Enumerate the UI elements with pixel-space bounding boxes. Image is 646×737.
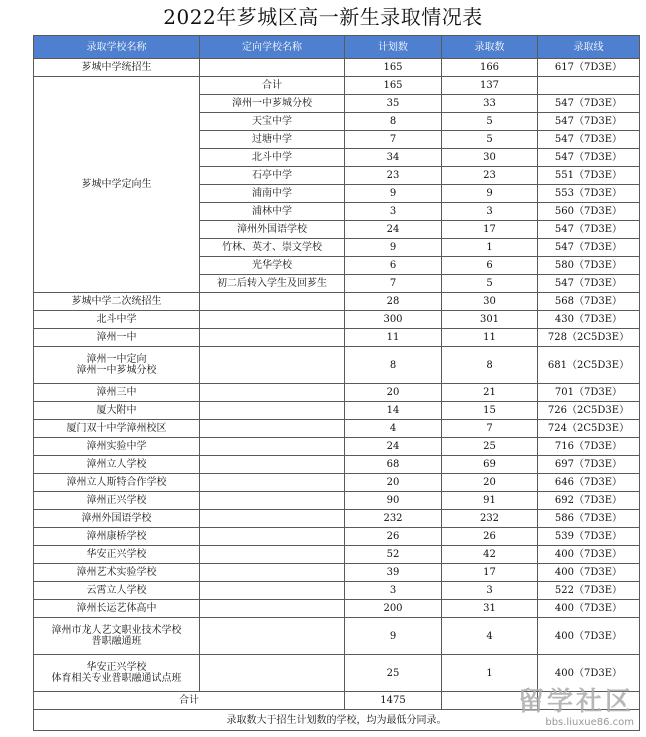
cell-cutoff: 547（7D3E） bbox=[538, 131, 640, 149]
table-row bbox=[34, 474, 640, 492]
cell-school: 漳州正兴学校 bbox=[34, 492, 200, 510]
cell-cutoff: 681（2C5D3E） bbox=[538, 347, 640, 384]
cell-target: 竹林、英才、崇文学校 bbox=[200, 239, 345, 257]
cell-plan: 300 bbox=[345, 311, 442, 329]
table-header-row bbox=[34, 36, 640, 59]
cell-admitted: 69 bbox=[442, 456, 538, 474]
cell-cutoff: 551（7D3E） bbox=[538, 167, 640, 185]
table-row bbox=[34, 402, 640, 420]
cell-target bbox=[200, 655, 345, 692]
cell-target: 石亭中学 bbox=[200, 167, 345, 185]
table-row bbox=[34, 564, 640, 582]
cell-target bbox=[200, 59, 345, 77]
watermark-logo: 留学社区 bbox=[517, 687, 634, 717]
cell-target: 天宝中学 bbox=[200, 113, 345, 131]
cell-cutoff bbox=[538, 77, 640, 95]
cell-target bbox=[200, 420, 345, 438]
cell-admitted: 30 bbox=[442, 149, 538, 167]
table-row bbox=[34, 77, 640, 95]
cell-target: 合计 bbox=[200, 77, 345, 95]
cell-target bbox=[200, 329, 345, 347]
cell-school: 芗城中学统招生 bbox=[34, 59, 200, 77]
table-row bbox=[34, 618, 640, 655]
cell-cutoff: 580（7D3E） bbox=[538, 257, 640, 275]
cell-plan: 24 bbox=[345, 221, 442, 239]
cell-plan: 6 bbox=[345, 257, 442, 275]
cell-target bbox=[200, 384, 345, 402]
cell-plan: 11 bbox=[345, 329, 442, 347]
cell-plan: 9 bbox=[345, 618, 442, 655]
cell-admitted: 15 bbox=[442, 402, 538, 420]
cell-target bbox=[200, 564, 345, 582]
cell-admitted: 17 bbox=[442, 221, 538, 239]
cell-cutoff: 400（7D3E） bbox=[538, 564, 640, 582]
cell-target bbox=[200, 492, 345, 510]
cell-target: 漳州一中芗城分校 bbox=[200, 95, 345, 113]
footer-note: 录取数大于招生计划数的学校，均为最低分同录。 bbox=[34, 710, 640, 731]
cell-plan: 165 bbox=[345, 77, 442, 95]
cell-target bbox=[200, 582, 345, 600]
cell-target: 光华学校 bbox=[200, 257, 345, 275]
cell-target bbox=[200, 438, 345, 456]
cell-cutoff: 430（7D3E） bbox=[538, 311, 640, 329]
cell-school: 芗城中学定向生 bbox=[34, 77, 200, 293]
cell-cutoff: 724（2C5D3E） bbox=[538, 420, 640, 438]
cell-cutoff: 568（7D3E） bbox=[538, 293, 640, 311]
cell-school: 合计 bbox=[34, 692, 345, 710]
cell-plan: 3 bbox=[345, 582, 442, 600]
cell-school bbox=[34, 347, 200, 384]
cell-admitted: 26 bbox=[442, 528, 538, 546]
table-row bbox=[34, 293, 640, 311]
page-title: 2022年芗城区高一新生录取情况表 bbox=[163, 5, 483, 29]
table-row bbox=[34, 384, 640, 402]
cell-cutoff: 522（7D3E） bbox=[538, 582, 640, 600]
cell-plan: 20 bbox=[345, 384, 442, 402]
table-row bbox=[34, 438, 640, 456]
header-cutoff: 录取线 bbox=[538, 36, 640, 59]
cell-cutoff: 726（2C5D3E） bbox=[538, 402, 640, 420]
table-row bbox=[34, 655, 640, 692]
cell-cutoff: 586（7D3E） bbox=[538, 510, 640, 528]
cell-plan: 4 bbox=[345, 420, 442, 438]
cell-admitted: 21 bbox=[442, 384, 538, 402]
cell-school: 漳州实验中学 bbox=[34, 438, 200, 456]
cell-plan: 7 bbox=[345, 275, 442, 293]
cell-target bbox=[200, 528, 345, 546]
header-target: 定向学校名称 bbox=[200, 36, 345, 59]
cell-target bbox=[200, 600, 345, 618]
table-row bbox=[34, 492, 640, 510]
cell-target bbox=[200, 474, 345, 492]
cell-cutoff: 617（7D3E） bbox=[538, 59, 640, 77]
cell-admitted: 25 bbox=[442, 438, 538, 456]
cell-admitted: 1 bbox=[442, 655, 538, 692]
cell-admitted: 17 bbox=[442, 564, 538, 582]
cell-school: 厦大附中 bbox=[34, 402, 200, 420]
cell-school: 漳州长运艺体高中 bbox=[34, 600, 200, 618]
cell-plan: 9 bbox=[345, 239, 442, 257]
cell-admitted: 5 bbox=[442, 131, 538, 149]
cell-target: 过塘中学 bbox=[200, 131, 345, 149]
cell-cutoff: 400（7D3E） bbox=[538, 546, 640, 564]
cell-cutoff: 701（7D3E） bbox=[538, 384, 640, 402]
cell-school: 漳州外国语学校 bbox=[34, 510, 200, 528]
table-row bbox=[34, 311, 640, 329]
cell-target: 浦林中学 bbox=[200, 203, 345, 221]
cell-target: 浦南中学 bbox=[200, 185, 345, 203]
cell-admitted: 6 bbox=[442, 257, 538, 275]
watermark bbox=[518, 687, 634, 729]
cell-cutoff: 400（7D3E） bbox=[538, 600, 640, 618]
table-row bbox=[34, 329, 640, 347]
cell-target: 初二后转入学生及回芗生 bbox=[200, 275, 345, 293]
cell-cutoff: 547（7D3E） bbox=[538, 239, 640, 257]
cell-plan: 7 bbox=[345, 131, 442, 149]
cell-cutoff: 553（7D3E） bbox=[538, 185, 640, 203]
cell-admitted: 23 bbox=[442, 167, 538, 185]
cell-admitted: 3 bbox=[442, 582, 538, 600]
cell-school-line2: 漳州一中芗城分校 bbox=[76, 365, 157, 376]
cell-target: 漳州外国语学校 bbox=[200, 221, 345, 239]
cell-school: 漳州一中 bbox=[34, 329, 200, 347]
cell-admitted: 5 bbox=[442, 275, 538, 293]
cell-plan: 52 bbox=[345, 546, 442, 564]
cell-school-line1: 华安正兴学校 bbox=[86, 662, 147, 673]
cell-admitted: 91 bbox=[442, 492, 538, 510]
cell-admitted: 30 bbox=[442, 293, 538, 311]
cell-school: 漳州康桥学校 bbox=[34, 528, 200, 546]
cell-cutoff: 547（7D3E） bbox=[538, 275, 640, 293]
cell-admitted: 4 bbox=[442, 618, 538, 655]
cell-target: 北斗中学 bbox=[200, 149, 345, 167]
cell-cutoff: 697（7D3E） bbox=[538, 456, 640, 474]
cell-plan: 9 bbox=[345, 185, 442, 203]
cell-admitted: 301 bbox=[442, 311, 538, 329]
header-admitted: 录取数 bbox=[442, 36, 538, 59]
cell-school: 芗城中学二次统招生 bbox=[34, 293, 200, 311]
cell-school: 漳州三中 bbox=[34, 384, 200, 402]
table-row bbox=[34, 456, 640, 474]
cell-cutoff: 728（2C5D3E） bbox=[538, 329, 640, 347]
cell-school bbox=[34, 618, 200, 655]
header-school: 录取学校名称 bbox=[34, 36, 200, 59]
cell-plan: 165 bbox=[345, 59, 442, 77]
cell-plan: 24 bbox=[345, 438, 442, 456]
table-row bbox=[34, 347, 640, 384]
cell-cutoff: 400（7D3E） bbox=[538, 655, 640, 692]
cell-cutoff: 539（7D3E） bbox=[538, 528, 640, 546]
cell-admitted: 42 bbox=[442, 546, 538, 564]
cell-admitted: 31 bbox=[442, 600, 538, 618]
cell-plan: 26 bbox=[345, 528, 442, 546]
table-row bbox=[34, 546, 640, 564]
cell-school: 北斗中学 bbox=[34, 311, 200, 329]
cell-plan: 28 bbox=[345, 293, 442, 311]
cell-school-line1: 漳州一中定向 bbox=[86, 354, 147, 365]
cell-admitted: 7 bbox=[442, 420, 538, 438]
cell-target bbox=[200, 618, 345, 655]
cell-admitted: 9 bbox=[442, 185, 538, 203]
cell-cutoff: 547（7D3E） bbox=[538, 95, 640, 113]
cell-plan: 39 bbox=[345, 564, 442, 582]
cell-plan: 8 bbox=[345, 347, 442, 384]
cell-plan: 20 bbox=[345, 474, 442, 492]
cell-admitted: 11 bbox=[442, 329, 538, 347]
cell-school-line2: 普职融通班 bbox=[91, 636, 142, 647]
admission-table bbox=[33, 35, 640, 731]
cell-plan: 34 bbox=[345, 149, 442, 167]
cell-plan: 23 bbox=[345, 167, 442, 185]
cell-target bbox=[200, 510, 345, 528]
cell-school: 华安正兴学校 bbox=[34, 546, 200, 564]
cell-school: 漳州立人学校 bbox=[34, 456, 200, 474]
cell-plan: 1475 bbox=[345, 692, 442, 710]
cell-plan: 200 bbox=[345, 600, 442, 618]
watermark-url: bbs.liuxue86.com bbox=[545, 717, 634, 728]
cell-plan: 3 bbox=[345, 203, 442, 221]
table-row bbox=[34, 600, 640, 618]
header-plan: 计划数 bbox=[345, 36, 442, 59]
cell-school bbox=[34, 655, 200, 692]
cell-target bbox=[200, 546, 345, 564]
cell-cutoff: 547（7D3E） bbox=[538, 149, 640, 167]
cell-school: 漳州立人斯特合作学校 bbox=[34, 474, 200, 492]
cell-admitted: 3 bbox=[442, 203, 538, 221]
cell-admitted: 8 bbox=[442, 347, 538, 384]
cell-admitted: 33 bbox=[442, 95, 538, 113]
cell-school-line2: 体育相关专业普职融通试点班 bbox=[51, 673, 182, 684]
cell-plan: 25 bbox=[345, 655, 442, 692]
cell-school: 厦门双十中学漳州校区 bbox=[34, 420, 200, 438]
table-row bbox=[34, 59, 640, 77]
cell-admitted: 166 bbox=[442, 59, 538, 77]
cell-admitted: 1 bbox=[442, 239, 538, 257]
cell-plan: 232 bbox=[345, 510, 442, 528]
cell-target bbox=[200, 311, 345, 329]
cell-school-line1: 漳州市龙人艺文职业技术学校 bbox=[51, 625, 182, 636]
cell-target bbox=[200, 293, 345, 311]
table-row bbox=[34, 420, 640, 438]
cell-school: 漳州艺术实验学校 bbox=[34, 564, 200, 582]
cell-admitted: 137 bbox=[442, 77, 538, 95]
cell-cutoff: 547（7D3E） bbox=[538, 113, 640, 131]
cell-admitted: 232 bbox=[442, 510, 538, 528]
table-row bbox=[34, 582, 640, 600]
cell-plan: 35 bbox=[345, 95, 442, 113]
cell-cutoff: 692（7D3E） bbox=[538, 492, 640, 510]
cell-cutoff: 646（7D3E） bbox=[538, 474, 640, 492]
cell-plan: 90 bbox=[345, 492, 442, 510]
cell-target bbox=[200, 347, 345, 384]
cell-cutoff: 400（7D3E） bbox=[538, 618, 640, 655]
cell-plan: 14 bbox=[345, 402, 442, 420]
cell-admitted: 20 bbox=[442, 474, 538, 492]
cell-cutoff: 547（7D3E） bbox=[538, 221, 640, 239]
cell-plan: 8 bbox=[345, 113, 442, 131]
table-row bbox=[34, 528, 640, 546]
table-row bbox=[34, 510, 640, 528]
cell-cutoff: 716（7D3E） bbox=[538, 438, 640, 456]
cell-cutoff: 560（7D3E） bbox=[538, 203, 640, 221]
cell-target bbox=[200, 402, 345, 420]
cell-plan: 68 bbox=[345, 456, 442, 474]
cell-target bbox=[200, 456, 345, 474]
cell-school: 云霄立人学校 bbox=[34, 582, 200, 600]
cell-admitted: 5 bbox=[442, 113, 538, 131]
